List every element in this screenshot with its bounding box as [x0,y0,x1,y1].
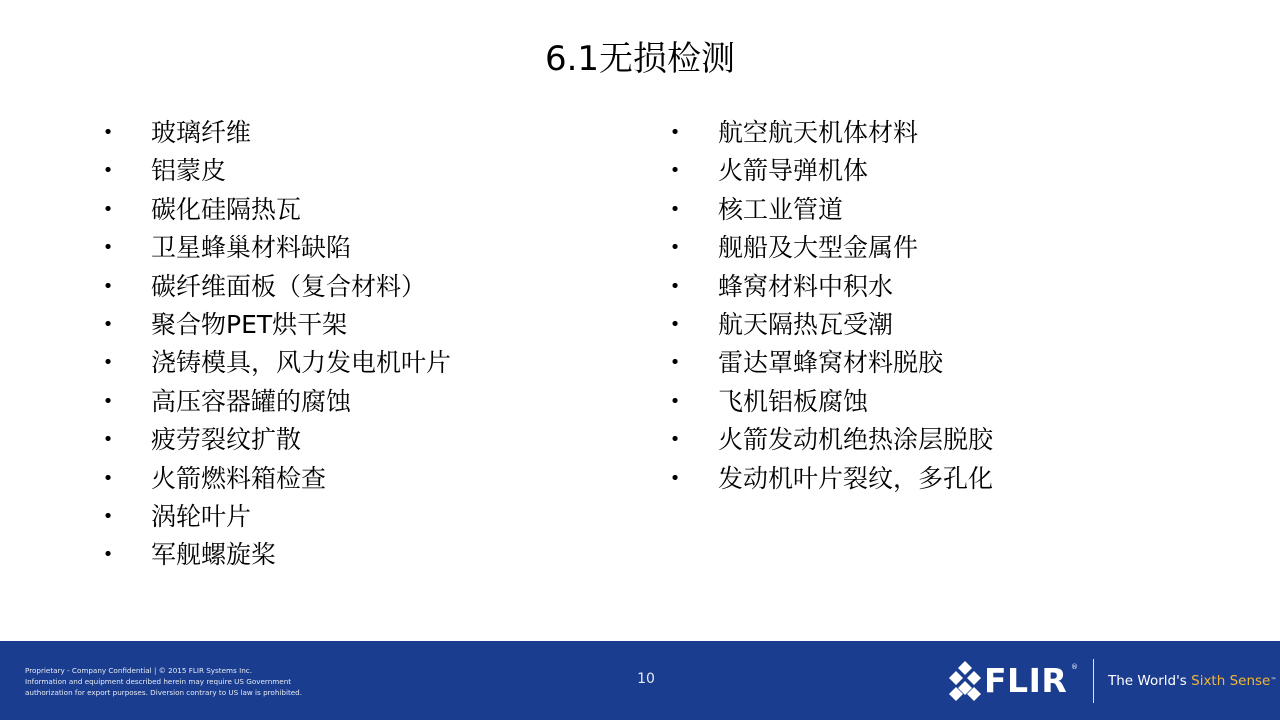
bullet-icon: • [669,390,681,412]
list-item-text: 航空航天机体材料 [718,118,919,147]
list-item [96,460,616,498]
bullet-icon: • [669,275,681,297]
list-item [96,344,616,382]
bullet-icon: • [102,275,114,297]
list-item-text: 蜂窝材料中积水 [718,271,894,301]
list-item [663,152,1183,190]
bullet-icon: • [102,198,114,220]
left-bullet-list [96,114,616,575]
list-item [96,191,616,229]
trademark-mark: ™ [1270,677,1277,684]
bullet-icon: • [669,237,681,259]
list-item-text: 铝蒙皮 [151,156,227,186]
list-item [96,306,616,344]
list-item-text: 聚合物PET烘干架 [151,309,348,339]
list-item [663,460,1183,498]
tagline-prefix: The World's [1108,673,1192,689]
bullet-icon: • [102,237,114,259]
footer-divider [1093,659,1094,703]
list-item-text: 碳纤维面板（复合材料） [151,271,427,301]
legal-line: authorization for export purposes. Diversion contrary to US law is prohibited. [25,688,303,697]
legal-line: Proprietary - Company Confidential | © 2015 FLIR Systems Inc. [25,666,252,675]
list-item [663,306,1183,344]
list-item [663,229,1183,267]
bullet-icon: • [669,352,681,374]
list-item [96,114,616,152]
list-item [663,268,1183,306]
slide-title: 6.1无损检测 [544,39,736,79]
list-item-text: 高压容器罐的腐蚀 [151,386,352,416]
list-item-text: 玻璃纤维 [151,118,252,147]
list-item-text: 舰船及大型金属件 [718,233,919,263]
list-item-text: 飞机铝板腐蚀 [718,386,869,416]
right-bullet-list [663,114,1183,498]
bullet-icon: • [102,390,114,412]
footer-bar [0,641,1280,720]
bullet-icon: • [669,429,681,451]
list-item-text: 疲劳裂纹扩散 [151,425,302,455]
legal-notice [25,665,355,698]
bullet-icon: • [102,467,114,489]
bullet-icon: • [669,198,681,220]
list-item [96,383,616,421]
list-item-text: 发动机叶片裂纹，多孔化 [718,463,994,493]
list-item-text: 涡轮叶片 [151,501,252,531]
flir-logo [948,659,1078,703]
list-item [663,191,1183,229]
bullet-icon: • [102,505,114,527]
bullet-icon: • [669,467,681,489]
logo-wordmark: FLIR [984,661,1068,700]
bullet-icon: • [102,313,114,335]
bullet-icon: • [102,429,114,451]
tagline-accent: Sixth Sense [1191,673,1271,689]
bullet-icon: • [669,160,681,182]
list-item-text: 浇铸模具，风力发电机叶片 [151,348,452,378]
list-item [663,344,1183,382]
bullet-icon: • [669,313,681,335]
bullet-icon: • [669,122,681,143]
list-item-text: 碳化硅隔热瓦 [151,194,302,224]
list-item [96,152,616,190]
legal-line: Information and equipment described herein may require US Government [25,677,292,686]
list-item [96,421,616,459]
list-item-text: 卫星蜂巢材料缺陷 [151,233,352,263]
page-number: 10 [637,671,655,687]
bullet-icon: • [102,352,114,374]
list-item [96,268,616,306]
list-item [96,229,616,267]
bullet-icon: • [102,122,114,143]
list-item-text: 火箭导弹机体 [718,156,869,186]
list-item [96,498,616,536]
list-item [663,421,1183,459]
list-item-text: 航天隔热瓦受潮 [718,309,894,339]
registered-mark: ® [1071,663,1078,671]
bullet-icon: • [102,160,114,182]
flir-diamond-logo-icon [948,659,984,703]
list-item-text: 雷达罩蜂窝材料脱胶 [718,348,944,378]
list-item-text: 火箭发动机绝热涂层脱胶 [718,425,994,455]
list-item-text: 军舰螺旋桨 [151,540,277,570]
list-item [663,114,1183,152]
list-item [96,536,616,574]
list-item [663,383,1183,421]
bullet-icon: • [102,544,114,566]
list-item-text: 火箭燃料箱检查 [151,463,327,493]
list-item-text: 核工业管道 [718,194,844,224]
tagline [1108,671,1276,691]
